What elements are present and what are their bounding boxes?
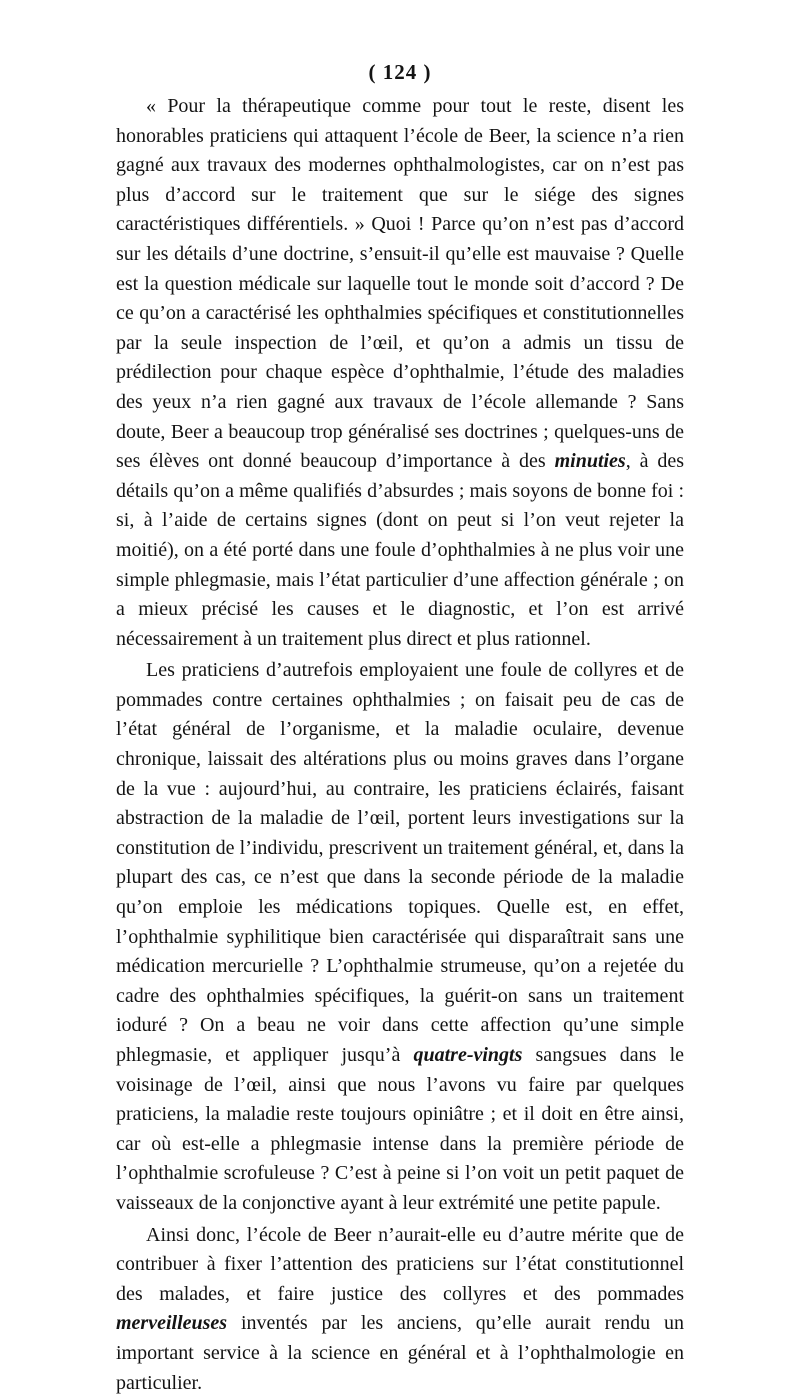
body-text bbox=[116, 92, 684, 1398]
paragraph-2-text-a: Les praticiens d’autrefois employaient une foule de collyres et de pommades contre certaines ophthalmies ; on faisait peu de cas de l’état général de l’organisme, et la maladie oculaire, devenue chronique, laissait des altérations plus ou moins graves dans l’organe de la vue : aujourd’hui, au contraire, les praticiens éclairés, faisant abstraction de la maladie de l’œil, portent leurs investigations sur la constitution de l’individu, prescrivent un traitement général, et, dans la plupart des cas, ce n’est que dans la seconde période de la maladie qu’on emploie les médications topiques. Quelle est, en effet, l’ophthalmie syphilitique bien caractérisée qui disparaîtrait sans une médication mercurielle ? L’ophthalmie strumeuse, qu’on a rejetée du cadre des ophthalmies spécifiques, la guérit-on sans un traitement ioduré ? On a beau ne voir dans cette affection qu’une simple phlegmasie, et appliquer jusqu’à bbox=[116, 659, 684, 1066]
paragraph-3-text-a: Ainsi donc, l’école de Beer n’aurait-elle eu d’autre mérite que de contribuer à fixer l’attention des praticiens sur l’état constitutionnel des malades, et faire justice des collyres et des pommades bbox=[116, 1223, 684, 1305]
paragraph-1-text-a: « Pour la thérapeutique comme pour tout le reste, disent les honorables praticiens qui attaquent l’école de Beer, la science n’a rien gagné aux travaux des modernes ophthalmologistes, car on n’est pas plus d’accord sur le traitement que sur le siége des signes caractéristiques différentiels. » Quoi ! Parce qu’on n’est pas d’accord sur les détails d’une doctrine, s’ensuit-il qu’elle est mauvaise ? Quelle est la question médicale sur laquelle tout le monde soit d’accord ? De ce qu’on a caractérisé les ophthalmies spécifiques et constitutionnelles par la seule inspection de l’œil, et qu’on a admis un tissu de prédilection pour chaque espèce d’ophthalmie, l’étude des maladies des yeux n’a rien gagné aux travaux de l’école allemande ? Sans doute, Beer a beaucoup trop généralisé ses doctrines ; quelques-uns de ses élèves ont donné beaucoup d’importance à des bbox=[116, 95, 684, 473]
paragraph-1-text-b: , à des détails qu’on a même qualifiés d’absurdes ; mais soyons de bonne foi : si, à l’aide de certains signes (dont on peut si l’on veut rejeter la moitié), on a été porté dans une foule d’ophthalmies à ne plus voir une simple phlegmasie, mais l’état particulier d’une affection générale ; on a mieux précisé les causes et le diagnostic, et l’on est arrivé nécessairement à un traitement plus direct et plus rationnel. bbox=[116, 450, 684, 650]
paragraph-3 bbox=[116, 1221, 684, 1398]
paragraph-1-emphasis: minuties bbox=[554, 450, 626, 473]
paragraph-3-text-b: inventés par les anciens, qu’elle aurait rendu un important service à la science en général et à l’ophthalmologie en particulier. bbox=[116, 1312, 684, 1394]
paragraph-3-emphasis: merveilleuses bbox=[116, 1312, 228, 1335]
paragraph-2 bbox=[116, 656, 684, 1218]
paragraph-2-emphasis: quatre-vingts bbox=[413, 1044, 523, 1066]
paragraph-2-text-b: sangsues dans le voisinage de l’œil, ainsi que nous l’avons vu faire par quelques praticiens, la maladie reste toujours opiniâtre ; et il doit en être ainsi, car où est-elle a phlegmasie intense dans la première période de l’ophthalmie scrofuleuse ? C’est à peine si l’on voit un petit paquet de vaisseaux de la conjonctive ayant à leur extrémité une petite papule. bbox=[116, 1044, 685, 1214]
paragraph-1 bbox=[116, 92, 684, 654]
page-number: ( 124 ) bbox=[368, 60, 432, 84]
